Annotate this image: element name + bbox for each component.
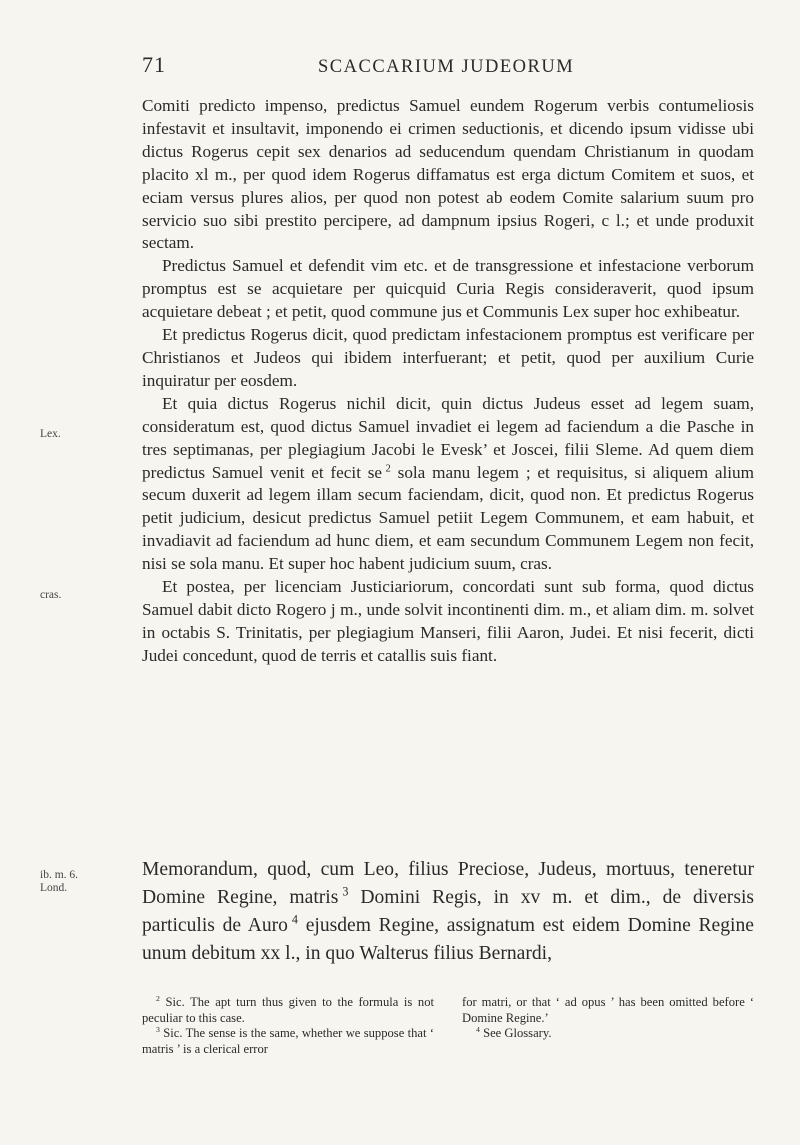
memorandum-paragraph bbox=[142, 856, 754, 968]
footnote-text: See Glossary. bbox=[483, 1026, 552, 1040]
footnote-mark: 4 bbox=[476, 1024, 480, 1034]
footnote-2 bbox=[142, 995, 434, 1026]
footnote-column-right bbox=[462, 995, 754, 1057]
margin-note-lex: Lex. bbox=[40, 428, 61, 440]
footnote-mark: 3 bbox=[156, 1024, 160, 1034]
margin-note-lond: Lond. bbox=[40, 882, 68, 894]
footnote-4 bbox=[462, 1026, 754, 1042]
memorandum bbox=[142, 856, 754, 968]
margin-note-cras: cras. bbox=[40, 589, 62, 601]
paragraph-text: Et quia dictus Rogerus nichil dicit, quin dictus Judeus esset ad legem suam, consideratum est, quod dictus Samuel invadiet ei legem ad faciendum a die Pasche in tres septimanas, per plegiagium Jacobi le Evesk’ et Joscei, filii Sleme. Ad quem diem predictus Samuel venit et fecit se bbox=[142, 393, 754, 482]
memorandum-text: ejusdem Regine, assignatum est eidem Domine Regine unum debitum xx l., in quo Walterus filius Bernardi, bbox=[142, 915, 754, 964]
paragraph: Predictus Samuel et defendit vim etc. et de transgressione et infestacione verborum promptus est se acquietare per quicquid Curia Regis consideraverit, quod ipsum acquietare debeat ; et petit, quod commune jus et Communis Lex super hoc exhibeatur. bbox=[142, 256, 754, 322]
paragraph: Comiti predicto impenso, predictus Samuel eundem Rogerum verbis contumeliosis infestavit et insultavit, imponendo ei crimen seductionis, et dicendo ipsum vidisse ubi dictus Rogerus cepit sex denarios ad seducendum quendam Christianum in quodam placito xl m., per quod idem Rogerus diffamatus est erga dictum Comitem et suos, et eciam versus plures alios, per quod non potest ab eodem Comite salarium suum pro servicio suo sibi prestito percipere, ad dampnum ipsius Rogeri, c l.; et unde produxit sectam. bbox=[142, 96, 754, 253]
paragraph: Et predictus Rogerus dicit, quod predictam infestacionem promptus est verificare per Christianos et Judeos qui ibidem interfuerant; et petit, quod per auxilium Curie inquiratur per eosdem. bbox=[142, 325, 754, 390]
footnote-ref-4: 4 bbox=[291, 912, 298, 927]
footnote-column-left bbox=[142, 995, 434, 1057]
main-text bbox=[142, 95, 754, 668]
footnotes bbox=[142, 995, 754, 1057]
paragraph: Et postea, per licenciam Justiciariorum, concordati sunt sub forma, quod dictus Samuel dabit dicto Rogero j m., unde solvit incontinenti dim. m., et aliam dim. m. solvet in octabis S. Trinitatis, per plegiagium Manseri, filii Aaron, Judei. Et nisi fecerit, dicti Judei concedunt, quod de terris et catallis suis fiant. bbox=[142, 577, 754, 665]
footnote-3 bbox=[142, 1026, 434, 1057]
footnote-3-continued: for matri, or that ‘ ad opus ’ has been omitted before ‘ Domine Regine.’ bbox=[462, 995, 754, 1025]
paragraph bbox=[142, 393, 754, 576]
memorandum-text: Memorandum, quod, cum Leo, filius Preciose, Judeus, mortuus, teneretur Domine Regine, matris bbox=[142, 859, 754, 908]
margin-note-reference bbox=[40, 869, 78, 895]
paragraph-text: sola manu legem ; et requisitus, si aliquem alium secum duxerit ad legem illam secum faciendam, dicit, quod non. Et predictus Rogerus petit judicium, desicut predictus Samuel petiit Legem Communem, et eam habuit, et invadiavit ad faciendum ad hunc diem, et eam secundum Communem Legem non fecit, nisi se sola manu. Et super hoc habent judicium suum, cras. bbox=[142, 462, 754, 574]
footnote-mark: 2 bbox=[156, 993, 160, 1003]
footnote-text: Sic. The sense is the same, whether we suppose that ‘ matris ’ is a clerical error bbox=[142, 1026, 434, 1056]
margin-note-ib: ib. m. 6. bbox=[40, 869, 79, 881]
running-title: SCACCARIUM JUDEORUM bbox=[318, 57, 575, 77]
memorandum-text: Domini Regis, in xv m. et dim., de diversis particulis de Auro bbox=[142, 887, 755, 936]
page-header bbox=[0, 52, 800, 82]
page-number: 71 bbox=[142, 52, 166, 77]
footnote-text: Sic. The apt turn thus given to the formula is not peculiar to this case. bbox=[142, 995, 434, 1025]
footnote-ref-2: 2 bbox=[385, 462, 391, 474]
footnote-ref-3: 3 bbox=[342, 884, 349, 899]
